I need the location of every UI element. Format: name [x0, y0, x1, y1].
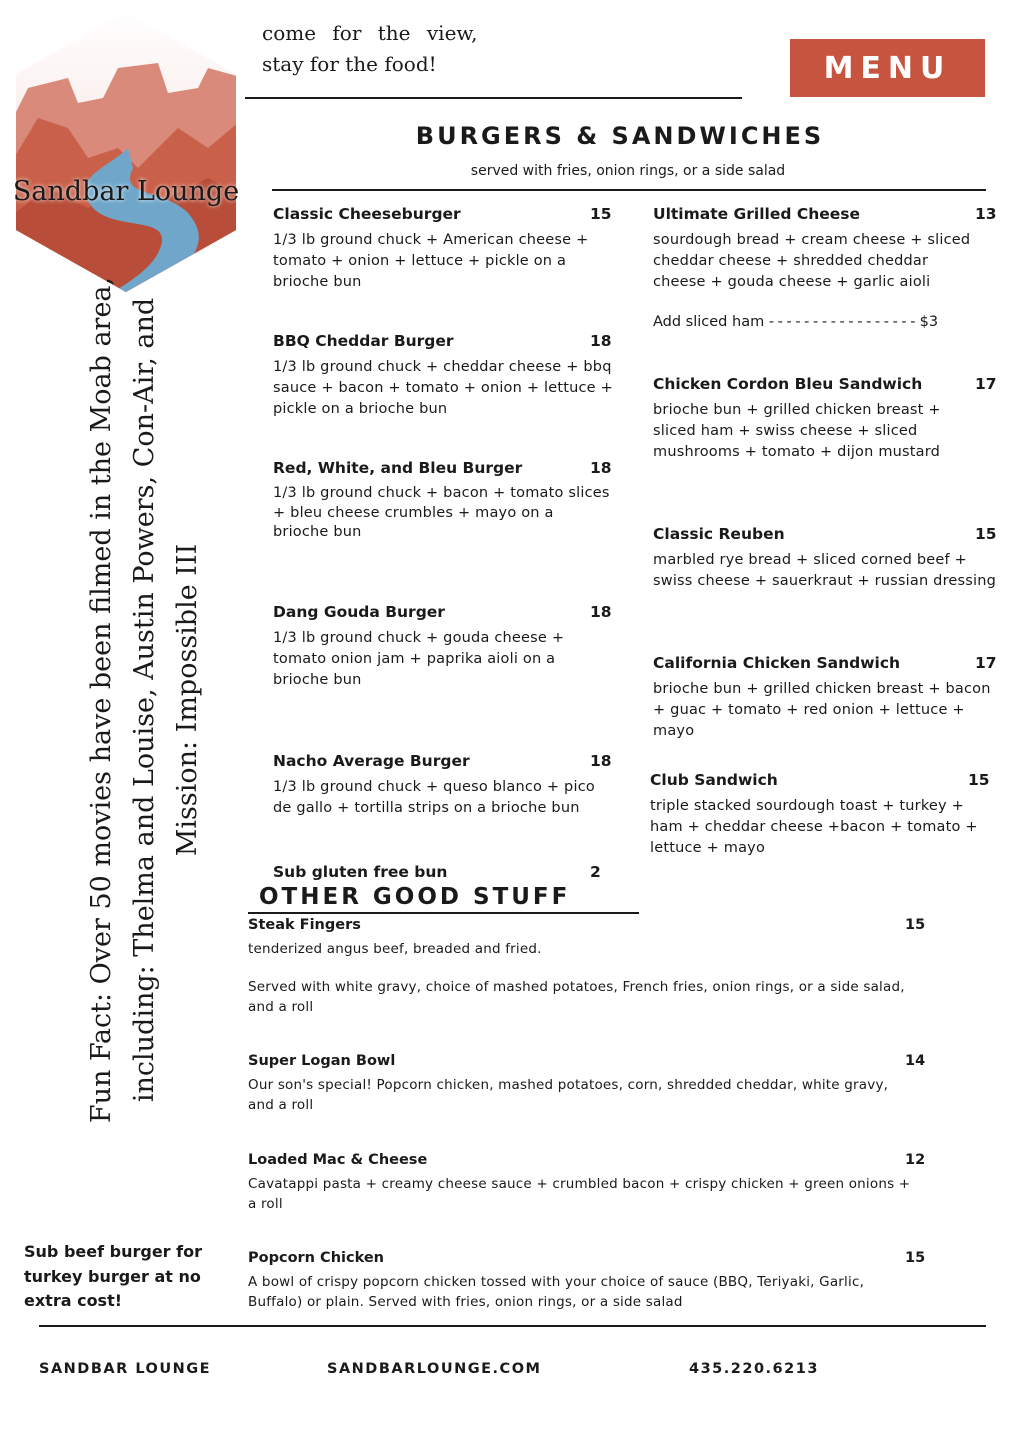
item-price: 18 — [590, 752, 612, 770]
menu-badge: MENU — [790, 39, 985, 97]
fun-fact-line-3: Mission: Impossible III — [172, 543, 203, 857]
menu-item — [273, 205, 613, 293]
menu-item — [273, 752, 613, 819]
item-description: triple stacked sourdough toast + turkey + ham + cheddar cheese +bacon + tomato + lettuce + mayo — [650, 798, 978, 856]
tagline-line-1: come for the view, — [262, 21, 478, 45]
item-name: Ultimate Grilled Cheese — [653, 205, 861, 223]
other-section-title: OTHER GOOD STUFF — [259, 884, 571, 910]
item-name: Loaded Mac & Cheese — [248, 1152, 428, 1168]
item-price: 15 — [590, 205, 612, 223]
fun-fact-line-2: including: Thelma and Louise, Austin Powers, Con-Air, and — [129, 297, 160, 1103]
menu-item — [248, 917, 928, 1017]
item-description: A bowl of crispy popcorn chicken tossed with your choice of sauce (BBQ, Teriyaki, Garlic, Buffalo) or plain. Served with fries, onion rings, or a side salad — [248, 1274, 865, 1310]
item-name: Super Logan Bowl — [248, 1053, 396, 1069]
menu-item — [273, 603, 613, 691]
item-description: 1/3 lb ground chuck + gouda cheese + tomato onion jam + paprika aioli on a brioche bun — [273, 630, 565, 688]
gluten-free-option — [273, 863, 613, 881]
menu-item — [650, 771, 990, 859]
top-divider — [245, 97, 742, 99]
menu-item — [653, 654, 998, 742]
item-description: 1/3 lb ground chuck + queso blanco + pico de gallo + tortilla strips on a brioche bun — [273, 779, 595, 816]
footer-website[interactable]: SANDBARLOUNGE.COM — [327, 1361, 542, 1377]
footer-phone[interactable]: 435.220.6213 — [689, 1361, 819, 1377]
burgers-section-subtitle: served with fries, onion rings, or a side salad — [470, 163, 786, 179]
menu-item — [653, 525, 998, 592]
fun-fact — [80, 200, 203, 1200]
menu-item — [653, 205, 997, 293]
item-description: marbled rye bread + sliced corned beef + swiss cheese + sauerkraut + russian dressing — [653, 552, 997, 589]
item-name: Dang Gouda Burger — [273, 603, 445, 621]
item-description: sourdough bread + cream cheese + sliced cheddar cheese + shredded cheddar cheese + gouda cheese + garlic aioli — [653, 232, 971, 290]
item-description: 1/3 lb ground chuck + American cheese + tomato + onion + lettuce + pickle on a brioche bun — [273, 232, 589, 290]
item-price: 2 — [590, 863, 601, 881]
burgers-divider — [272, 189, 986, 191]
item-price: 18 — [590, 459, 612, 477]
item-name: Red, White, and Bleu Burger — [273, 459, 523, 477]
item-name: Classic Cheeseburger — [273, 205, 461, 223]
item-name: Steak Fingers — [248, 917, 361, 933]
item-description-extra: Served with white gravy, choice of mashed potatoes, French fries, onion rings, or a side salad, and a roll — [248, 979, 905, 1015]
item-description: 1/3 lb ground chuck + bacon + tomato slices + bleu cheese crumbles + mayo on a brioche bun — [273, 485, 610, 540]
addon-label: Add sliced ham — [653, 314, 765, 330]
tagline — [262, 18, 478, 80]
turkey-sub-note: Sub beef burger for turkey burger at no extra cost! — [24, 1242, 202, 1310]
item-name: Club Sandwich — [650, 771, 778, 789]
item-price: 17 — [975, 375, 997, 393]
menu-item — [653, 375, 997, 463]
item-price: 13 — [975, 205, 997, 223]
footer-divider — [39, 1325, 986, 1327]
item-description: brioche bun + grilled chicken breast + sliced ham + swiss cheese + sliced mushrooms + tomato + dijon mustard — [653, 402, 941, 460]
item-description: 1/3 lb ground chuck + cheddar cheese + bbq sauce + bacon + tomato + onion + lettuce + pickle on a brioche bun — [273, 359, 613, 417]
addon-dashes: - - - - - - - - - - - - - - - - - — [768, 314, 916, 330]
item-name: Nacho Average Burger — [273, 752, 470, 770]
item-name: California Chicken Sandwich — [653, 654, 901, 672]
item-price: 15 — [905, 917, 926, 933]
item-description: Our son's special! Popcorn chicken, mashed potatoes, corn, shredded cheddar, white gravy, and a roll — [248, 1077, 889, 1113]
item-price: 18 — [590, 332, 612, 350]
menu-item — [248, 1053, 928, 1115]
menu-item — [248, 1152, 928, 1214]
item-name: BBQ Cheddar Burger — [273, 332, 454, 350]
item-price: 17 — [975, 654, 997, 672]
item-price: 15 — [905, 1250, 926, 1266]
item-price: 18 — [590, 603, 612, 621]
item-name: Chicken Cordon Bleu Sandwich — [653, 375, 923, 393]
addon-sliced-ham — [653, 314, 973, 330]
item-price: 15 — [968, 771, 990, 789]
burgers-section-title: BURGERS & SANDWICHES — [415, 122, 825, 150]
item-name: Popcorn Chicken — [248, 1250, 384, 1266]
tagline-line-2: stay for the food! — [262, 52, 437, 76]
fun-fact-line-1: Fun Fact: Over 50 movies have been filmed in the Moab area, — [86, 276, 117, 1124]
footer-name: SANDBAR LOUNGE — [39, 1361, 212, 1377]
menu-item — [248, 1250, 928, 1312]
menu-item — [273, 459, 613, 543]
menu-item — [273, 332, 613, 420]
addon-price: $3 — [919, 314, 939, 330]
item-description: tenderized angus beef, breaded and fried. — [248, 941, 542, 957]
item-description: brioche bun + grilled chicken breast + bacon + guac + tomato + red onion + lettuce + mayo — [653, 681, 991, 739]
item-description: Cavatappi pasta + creamy cheese sauce + crumbled bacon + crispy chicken + green onions + a roll — [248, 1176, 911, 1212]
item-price: 15 — [975, 525, 997, 543]
item-name: Classic Reuben — [653, 525, 785, 543]
item-price: 14 — [905, 1053, 926, 1069]
other-divider — [248, 912, 639, 914]
item-price: 12 — [905, 1152, 926, 1168]
logo-text: Sandbar Lounge — [12, 176, 240, 207]
item-name: Sub gluten free bun — [273, 863, 448, 881]
